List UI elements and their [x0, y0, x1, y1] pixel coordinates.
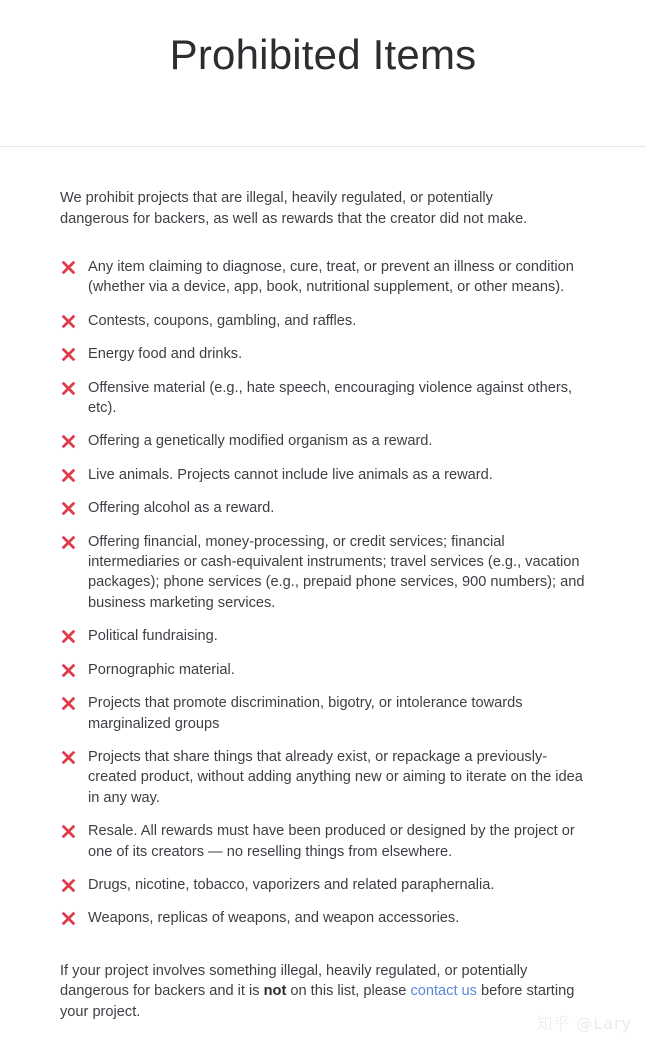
- x-mark-icon: [60, 534, 77, 551]
- contact-us-link[interactable]: contact us: [410, 983, 477, 1000]
- list-item: [60, 498, 586, 518]
- list-item-text: Contests, coupons, gambling, and raffles.: [88, 312, 357, 329]
- footer-not-emphasis: not: [263, 983, 287, 1000]
- watermark: 知乎 @Lary: [536, 1014, 632, 1033]
- list-item-text: Energy food and drinks.: [88, 346, 243, 363]
- list-item: [60, 257, 586, 298]
- x-mark-icon: [60, 695, 77, 712]
- x-mark-icon: [60, 467, 77, 484]
- x-mark-icon: [60, 433, 77, 450]
- footer-note: [60, 942, 580, 1022]
- list-item-text: Offering alcohol as a reward.: [88, 500, 275, 517]
- list-item-text: Any item claiming to diagnose, cure, treat, or prevent an illness or condition (whether via a device, app, book, nutritional supplement, or other means).: [88, 259, 574, 296]
- list-item: [60, 626, 586, 646]
- list-item: [60, 311, 586, 331]
- list-item: [60, 821, 586, 862]
- prohibited-items-list: [60, 229, 586, 929]
- x-mark-icon: [60, 500, 77, 517]
- list-item-text: Offering financial, money-processing, or credit services; financial intermediaries or cash-equivalent instruments; travel services (e.g., vacation packages); phone services (e.g., prepaid phone services, 900 numbers); and business marketing services.: [88, 533, 585, 611]
- list-item-text: Pornographic material.: [88, 661, 235, 678]
- footer-text-part2: on this list, please: [286, 983, 411, 1000]
- list-item: [60, 532, 586, 614]
- list-item: [60, 431, 586, 451]
- list-item: [60, 908, 586, 928]
- list-item: [60, 465, 586, 485]
- x-mark-icon: [60, 259, 77, 276]
- page-header: [0, 0, 646, 147]
- list-item-text: Offensive material (e.g., hate speech, encouraging violence against others, etc).: [88, 379, 573, 417]
- list-item-text: Political fundraising.: [88, 628, 218, 645]
- intro-paragraph: We prohibit projects that are illegal, heavily regulated, or potentially dangerous for backers, as well as rewards that the creator did not make.: [60, 190, 528, 227]
- footer-text-part3: before starting your project.: [60, 983, 575, 1020]
- list-item-text: Offering a genetically modified organism as a reward.: [88, 433, 433, 450]
- x-mark-icon: [60, 313, 77, 330]
- list-item: [60, 378, 586, 419]
- x-mark-icon: [60, 628, 77, 645]
- list-item-text: Live animals. Projects cannot include live animals as a reward.: [88, 466, 493, 483]
- x-mark-icon: [60, 823, 77, 840]
- x-mark-icon: [60, 749, 77, 766]
- list-item: [60, 660, 586, 680]
- footer-text-part1: If your project involves something illegal, heavily regulated, or potentially dangerous for backers and it is: [60, 962, 528, 1000]
- content-area: [0, 147, 646, 1022]
- x-mark-icon: [60, 662, 77, 679]
- x-mark-icon: [60, 380, 77, 397]
- list-item-text: Projects that promote discrimination, bigotry, or intolerance towards marginalized groups: [88, 695, 523, 732]
- list-item: [60, 875, 586, 895]
- list-item-text: Resale. All rewards must have been produced or designed by the project or one of its creators — no reselling things from elsewhere.: [88, 823, 575, 860]
- list-item: [60, 344, 586, 364]
- page-title: Prohibited Items: [169, 31, 477, 78]
- x-mark-icon: [60, 910, 77, 927]
- list-item-text: Weapons, replicas of weapons, and weapon accessories.: [88, 910, 460, 927]
- list-item: [60, 747, 586, 808]
- x-mark-icon: [60, 877, 77, 894]
- list-item-text: Drugs, nicotine, tobacco, vaporizers and related paraphernalia.: [88, 876, 495, 893]
- x-mark-icon: [60, 346, 77, 363]
- list-item: [60, 693, 586, 734]
- list-item-text: Projects that share things that already exist, or repackage a previously-created product, without adding anything new or aiming to iterate on the idea in any way.: [88, 748, 583, 806]
